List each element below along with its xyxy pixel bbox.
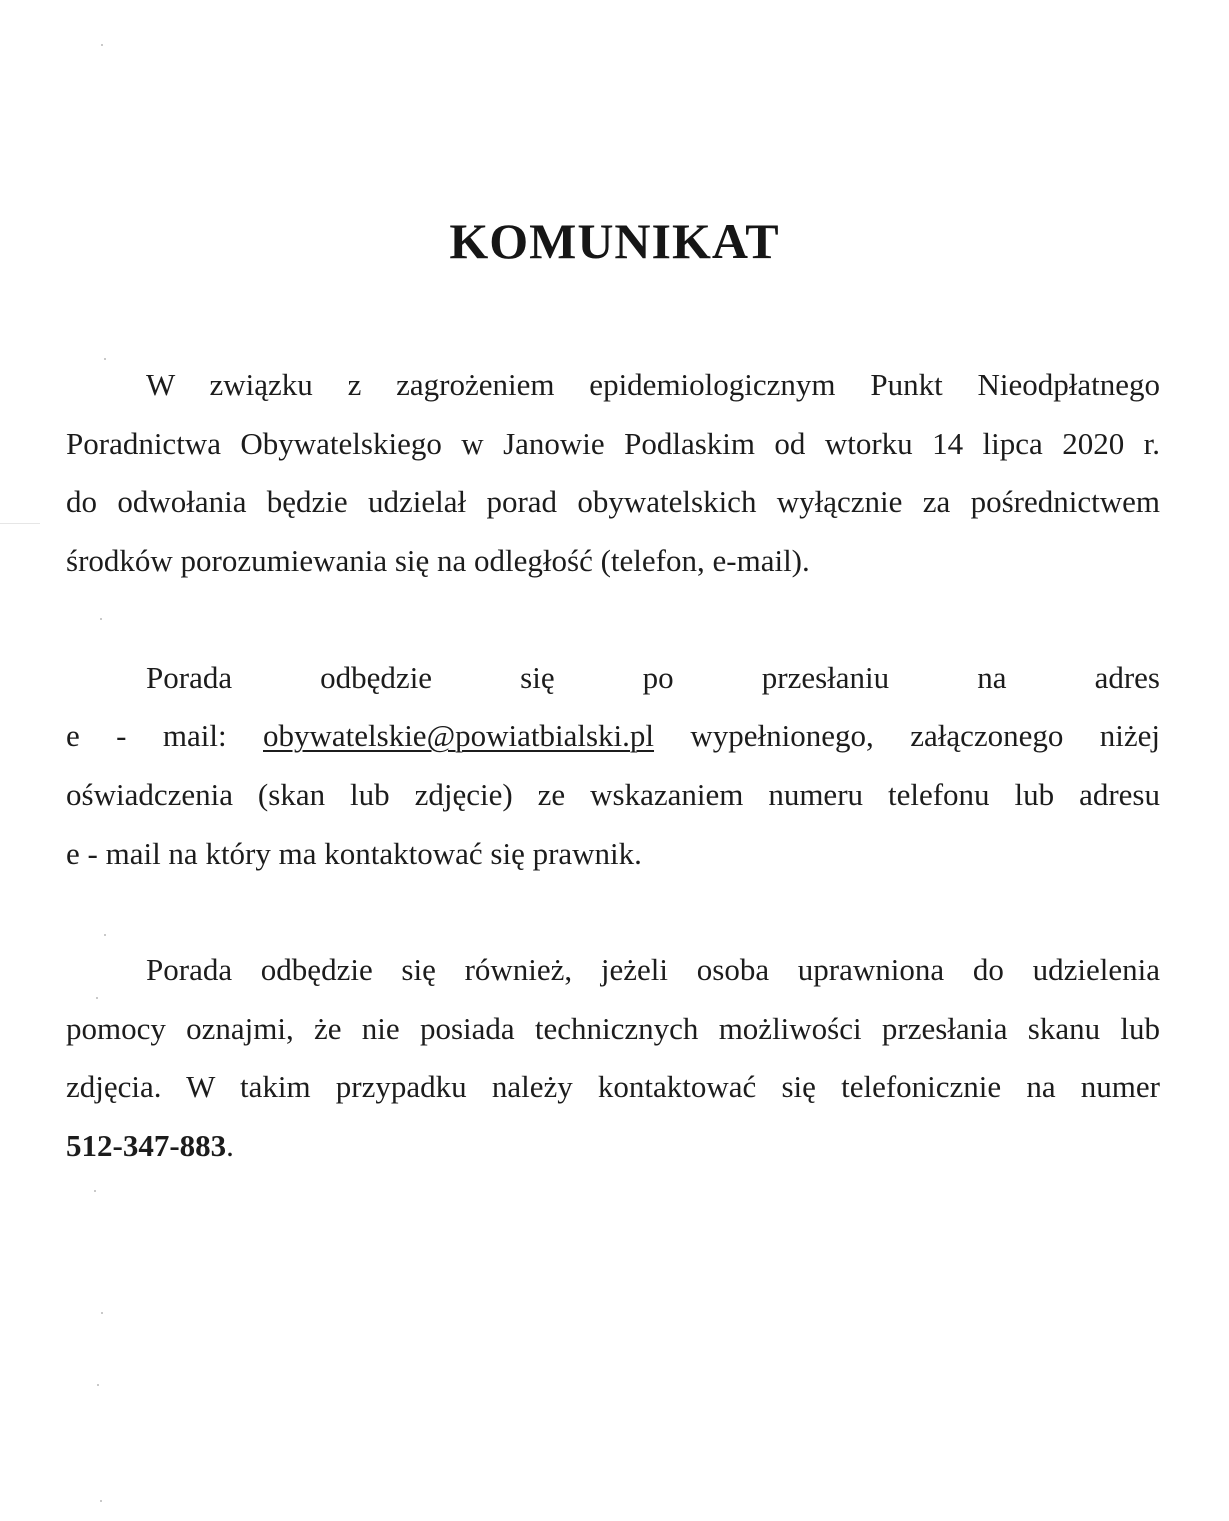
paragraph-2-line-2 — [66, 716, 1160, 756]
phone-suffix: . — [226, 1128, 234, 1163]
email-label: e - mail: — [66, 718, 263, 753]
paragraph-3-line-3: zdjęcia. W takim przypadku należy kontaktować się telefonicznie na numer — [66, 1069, 1160, 1104]
paragraph-1-line-1: W związku z zagrożeniem epidemiologicznym Punkt Nieodpłatnego — [146, 367, 1160, 402]
paragraph-1-line-4: środków porozumiewania się na odległość (telefon, e-mail). — [66, 543, 810, 578]
paragraph-2-line-4: e - mail na który ma kontaktować się prawnik. — [66, 836, 642, 871]
email-link[interactable]: obywatelskie@powiatbialski.pl — [263, 718, 655, 753]
scan-speck — [101, 1312, 103, 1314]
scan-edge-mark — [0, 523, 40, 524]
scan-speck — [97, 1384, 99, 1386]
paragraph-1-line-3: do odwołania będzie udzielał porad obywatelskich wyłącznie za pośrednictwem — [66, 484, 1160, 519]
document-title: KOMUNIKAT — [449, 213, 780, 269]
paragraph-3-line-4 — [66, 1126, 1160, 1166]
paragraph-3-line-2: pomocy oznajmi, że nie posiada technicznych możliwości przesłania skanu lub — [66, 1011, 1160, 1046]
phone-number: 512-347-883 — [66, 1128, 227, 1163]
scan-speck — [100, 618, 102, 620]
paragraph-3-line-1: Porada odbędzie się również, jeżeli osoba uprawniona do udzielenia — [146, 952, 1160, 987]
scan-speck — [94, 1190, 96, 1192]
paragraph-2-line-3: oświadczenia (skan lub zdjęcie) ze wskazaniem numeru telefonu lub adresu — [66, 777, 1160, 812]
paragraph-2-line-2-rest: wypełnionego, załączonego niżej — [654, 718, 1161, 753]
paragraph-1-line-2: Poradnictwa Obywatelskiego w Janowie Podlaskim od wtorku 14 lipca 2020 r. — [66, 426, 1160, 461]
paragraph-2-line-1: Porada odbędzie się po przesłaniu na adres — [146, 660, 1160, 695]
scan-speck — [96, 997, 98, 999]
scan-speck — [104, 934, 106, 936]
scan-speck — [104, 358, 106, 360]
scan-speck — [100, 1500, 102, 1502]
scan-speck — [101, 44, 103, 46]
